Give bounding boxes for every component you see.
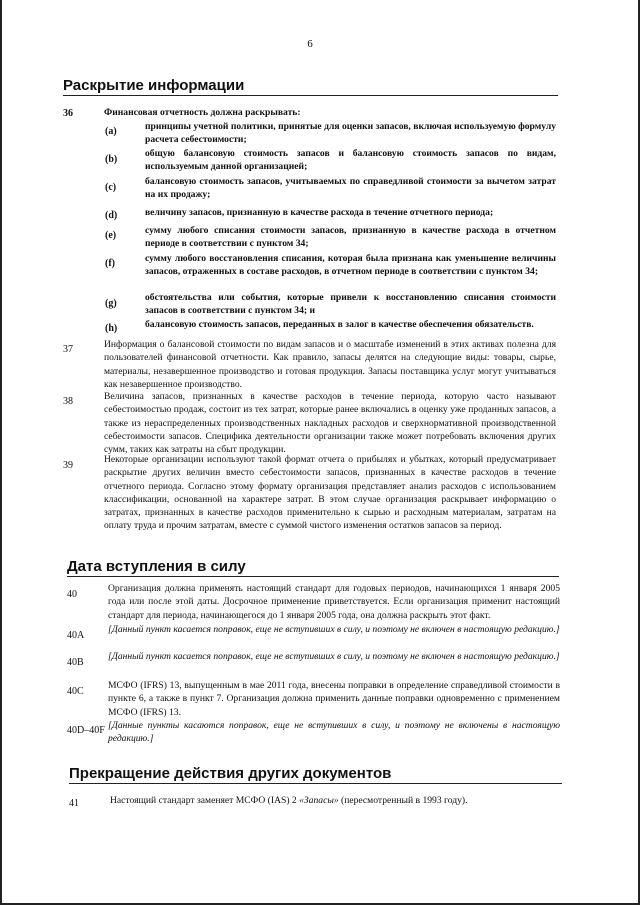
paragraph-number-38: 38: [63, 396, 73, 407]
list-item-label: (c): [105, 182, 117, 193]
list-item-text: принципы учетной политики, принятые для оценки запасов, включая используемую формулу расчета себестоимости;: [145, 121, 556, 146]
paragraph-41: [110, 794, 562, 807]
paragraph-40d-40f: [Данные пункты касаются поправок, еще не вступивших в силу, и поэтому не включены в настоящую редакцию.]: [108, 720, 560, 745]
list-item-label: (d): [105, 210, 118, 221]
section-heading-effective-date: Дата вступления в силу: [67, 559, 559, 577]
list-item-text: общую балансовую стоимость запасов и балансовую стоимость запасов по видам, используемым данной организацией;: [145, 148, 556, 173]
paragraph-number-37: 37: [63, 344, 73, 355]
paragraph-41-text-end: (пересмотренный в 1993 году).: [338, 795, 468, 806]
paragraph-36-lead: Финансовая отчетность должна раскрывать:: [104, 107, 301, 118]
paragraph-number-41: 41: [69, 798, 79, 809]
list-item-text: балансовую стоимость запасов, переданных в залог в качестве обеспечения обязательств.: [145, 319, 534, 330]
list-item-text: балансовую стоимость запасов, учитываемых по справедливой стоимости за вычетом затрат на их продажу;: [145, 176, 556, 201]
paragraph-number-40b: 40B: [67, 657, 84, 668]
paragraph-40c: МСФО (IFRS) 13, выпущенным в мае 2011 года, внесены поправки в определение справедливой стоимости в пункте 6, а также в пункт 7. Организация должна применить данные поправки одновременно с применением МСФО (IFRS) 13.: [108, 680, 560, 718]
list-item-label: (b): [105, 154, 118, 165]
section-heading-withdrawal: Прекращение действия других документов: [69, 766, 562, 784]
list-item-text: сумму любого восстановления списания, которая была признана как уменьшение величины запасов, отраженных в составе расходов, в отчетном периоде в соответствии с пунктом 34;: [145, 253, 556, 278]
list-item-text: обстоятельства или события, которые привели к восстановлению списания стоимости запасов в соответствии с пунктом 34; и: [145, 292, 556, 317]
paragraph-number-40a: 40A: [67, 630, 85, 641]
standard-title-inventories: «Запасы»: [299, 795, 339, 806]
paragraph-41-text-start: Настоящий стандарт заменяет МСФО (IAS) 2: [110, 795, 300, 806]
list-item-label: (g): [105, 298, 117, 309]
list-item-label: (f): [105, 258, 115, 269]
section-heading-disclosure: Раскрытие информации: [63, 78, 558, 96]
list-item-label: (e): [105, 230, 117, 241]
page-number: 6: [307, 38, 313, 50]
list-item-label: (a): [105, 126, 117, 137]
list-item-label: (h): [105, 323, 118, 334]
paragraph-40: Организация должна применять настоящий стандарт для годовых периодов, начинающихся 1 января 2005 года или после этой даты. Досрочное применение приветствуется. Если организация применит настоящий стандарт для периода, начинающегося до 1 января 2005 года, она должна раскрыть этот факт.: [108, 583, 560, 621]
paragraph-40b: [Данный пункт касается поправок, еще не вступивших в силу, и поэтому не включен в настоящую редакцию.]: [108, 651, 560, 662]
paragraph-number-40c: 40C: [67, 686, 84, 697]
paragraph-37: Информация о балансовой стоимости по видам запасов и о масштабе изменений в этих активах полезна для пользователей финансовой отчетности. Как правило, запасы делятся на следующие виды: товары, сырье, материалы, незавершенное производство и готовая продукция. Запасы поставщика услуг могут учитываться как незавершенное производство.: [104, 339, 556, 390]
list-item-text: величину запасов, признанную в качестве расхода в течение отчетного периода;: [145, 207, 494, 218]
paragraph-39: Некоторые организации используют такой формат отчета о прибылях и убытках, который предусматривает раскрытие других величин вместо себестоимости запасов, признанных в качестве расходов в течение отчетного периода. Согласно этому формату организация представляет анализ расходов с использованием классификации, основанной на характере затрат. В этом случае организация раскрывает информацию о затратах, признанных в качестве расходов применительно к сырью и расходным материалам, затратам на оплату труда и прочим затратам, вместе с суммой чистого изменения остатков запасов за период.: [104, 454, 556, 532]
paragraph-40a: [Данный пункт касается поправок, еще не вступивших в силу, и поэтому не включен в настоящую редакцию.]: [108, 624, 560, 635]
paragraph-38: Величина запасов, признанных в качестве расходов в течение периода, которую часто называют себестоимостью продаж, состоит из тех затрат, которые ранее включались в оценку уже проданных запасов, а также из нераспределенных производственных накладных расходов и сверхнормативной производственной себестоимости запасов. Специфика деятельности организации также может потребовать включения других сумм, таких как затраты на сбыт продукции.: [104, 391, 556, 456]
list-item-text: сумму любого списания стоимости запасов, признанную в качестве расхода в отчетном периоде в соответствии с пунктом 34;: [145, 225, 556, 250]
paragraph-number-40: 40: [67, 589, 77, 600]
paragraph-number-40d-40f: 40D–40F: [67, 725, 105, 736]
paragraph-number-36: 36: [63, 108, 73, 119]
paragraph-number-39: 39: [63, 460, 73, 471]
